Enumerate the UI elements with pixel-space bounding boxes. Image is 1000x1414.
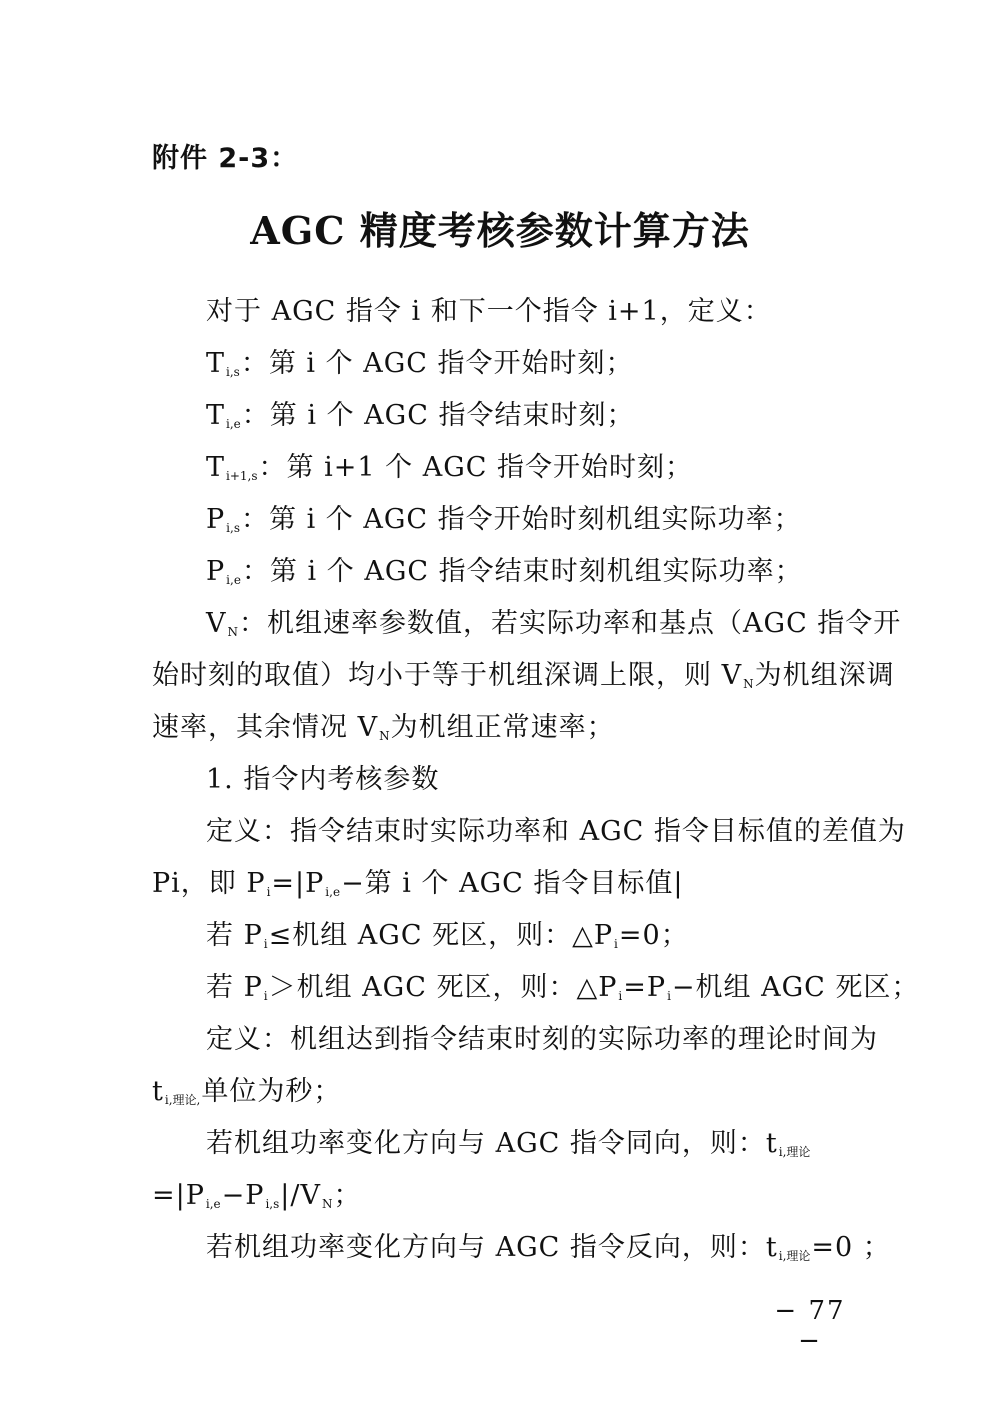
- condition-within-deadband: 若 $P_i\le$机组 AGC 死区，则：$\triangle P_i=0$；: [206, 920, 689, 951]
- page-title: AGC 精度考核参数计算方法: [250, 208, 750, 253]
- condition-reverse-direction: 若机组功率变化方向与 AGC 指令反向，则：$t_{i,理论}=0$ ；: [206, 1232, 891, 1263]
- condition-same-direction-line-1: 若机组功率变化方向与 AGC 指令同向，则：$t_{i,理论}$: [206, 1128, 811, 1159]
- definition-p-end: $P_{i,e}$：第 i 个 AGC 指令结束时刻机组实际功率；: [206, 556, 803, 587]
- definition-vn-line-2: 始时刻的取值）均小于等于机组深调上限，则 $V_N$为机组深调: [152, 660, 895, 691]
- page-number: − 77 −: [774, 1296, 846, 1356]
- definition-vn-line-1: $V_N$：机组速率参数值，若实际功率和基点（AGC 指令开: [206, 608, 902, 639]
- definition-pi-line-1: 定义：指令结束时实际功率和 AGC 指令目标值的差值为: [206, 816, 906, 847]
- attachment-label: 附件 2-3：: [152, 143, 299, 174]
- condition-same-direction-line-2: $=|P_{i,e}-P_{i,s}|/V_N$；: [152, 1180, 362, 1211]
- definition-t-start: $T_{i,s}$：第 i 个 AGC 指令开始时刻；: [206, 348, 634, 379]
- intro-line: 对于 AGC 指令 i 和下一个指令 i+1，定义：: [206, 296, 772, 327]
- condition-exceeds-deadband: 若 $P_i>$机组 AGC 死区，则：$\triangle P_i=P_i-$机组 AGC 死区；: [206, 972, 920, 1003]
- definition-pi-line-2: Pi，即 $P_i=|P_{i,e}-$第 i 个 AGC 指令目标值|: [152, 868, 684, 899]
- definition-p-start: $P_{i,s}$：第 i 个 AGC 指令开始时刻机组实际功率；: [206, 504, 802, 535]
- definition-t-end: $T_{i,e}$：第 i 个 AGC 指令结束时刻；: [206, 400, 635, 431]
- section-heading: 1. 指令内考核参数: [206, 764, 440, 795]
- definition-t-next-start: $T_{i+1,s}$：第 i+1 个 AGC 指令开始时刻；: [206, 452, 694, 483]
- definition-vn-line-3: 速率，其余情况 $V_N$为机组正常速率；: [152, 712, 615, 743]
- definition-theory-time-line-1: 定义：机组达到指令结束时刻的实际功率的理论时间为: [206, 1024, 878, 1055]
- definition-theory-time-line-2: $t_{i,理论,}$单位为秒；: [152, 1076, 342, 1107]
